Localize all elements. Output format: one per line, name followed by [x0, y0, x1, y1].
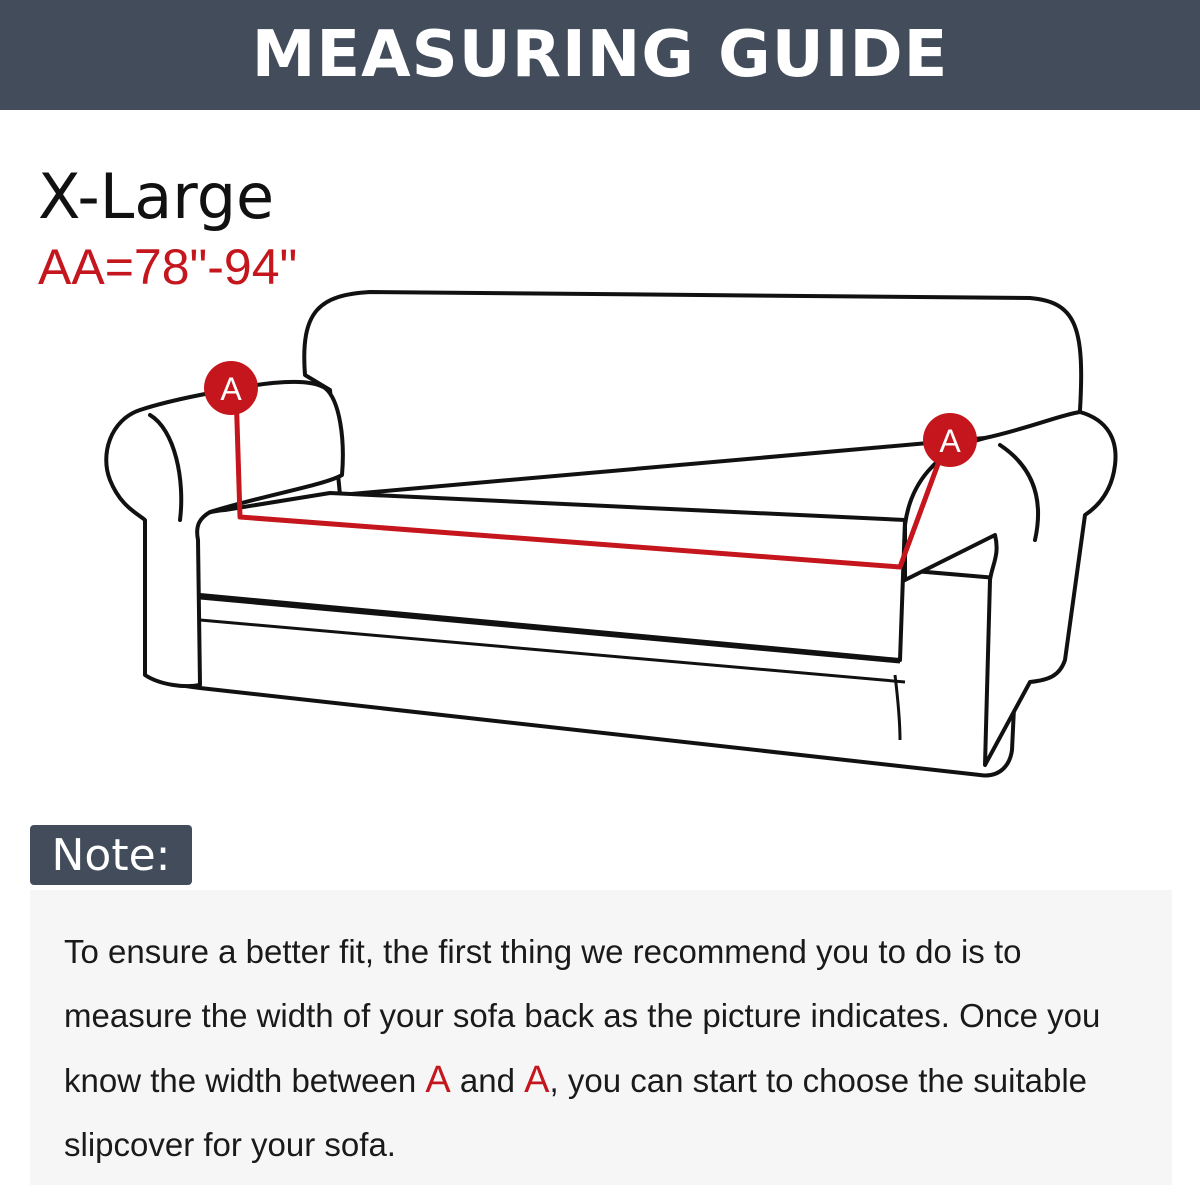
note-text-and: and — [450, 1062, 525, 1099]
note-text — [64, 920, 1154, 1177]
note-text-part2: , you can start to choose the suitable slipcover for your sofa. — [64, 1062, 1088, 1163]
highlight-a-second: A — [524, 1059, 550, 1101]
header-banner — [0, 0, 1200, 110]
note-label: Note: — [51, 829, 171, 881]
note-badge — [30, 825, 192, 885]
size-name: X-Large — [38, 160, 275, 233]
marker-right — [923, 413, 977, 467]
page-title: MEASURING GUIDE — [251, 18, 949, 92]
note-box — [30, 890, 1172, 1185]
size-range: AA=78"-94" — [38, 239, 298, 295]
sofa-diagram — [0, 280, 1200, 800]
note-text-part1: To ensure a better fit, the first thing we recommend you to do is to measure the width of your sofa back as the picture indicates. Once you know the width between — [64, 933, 1101, 1099]
marker-left — [204, 361, 258, 415]
highlight-a-first: A — [425, 1059, 451, 1101]
marker-right-label: A — [939, 423, 961, 459]
marker-left-label: A — [220, 371, 242, 407]
